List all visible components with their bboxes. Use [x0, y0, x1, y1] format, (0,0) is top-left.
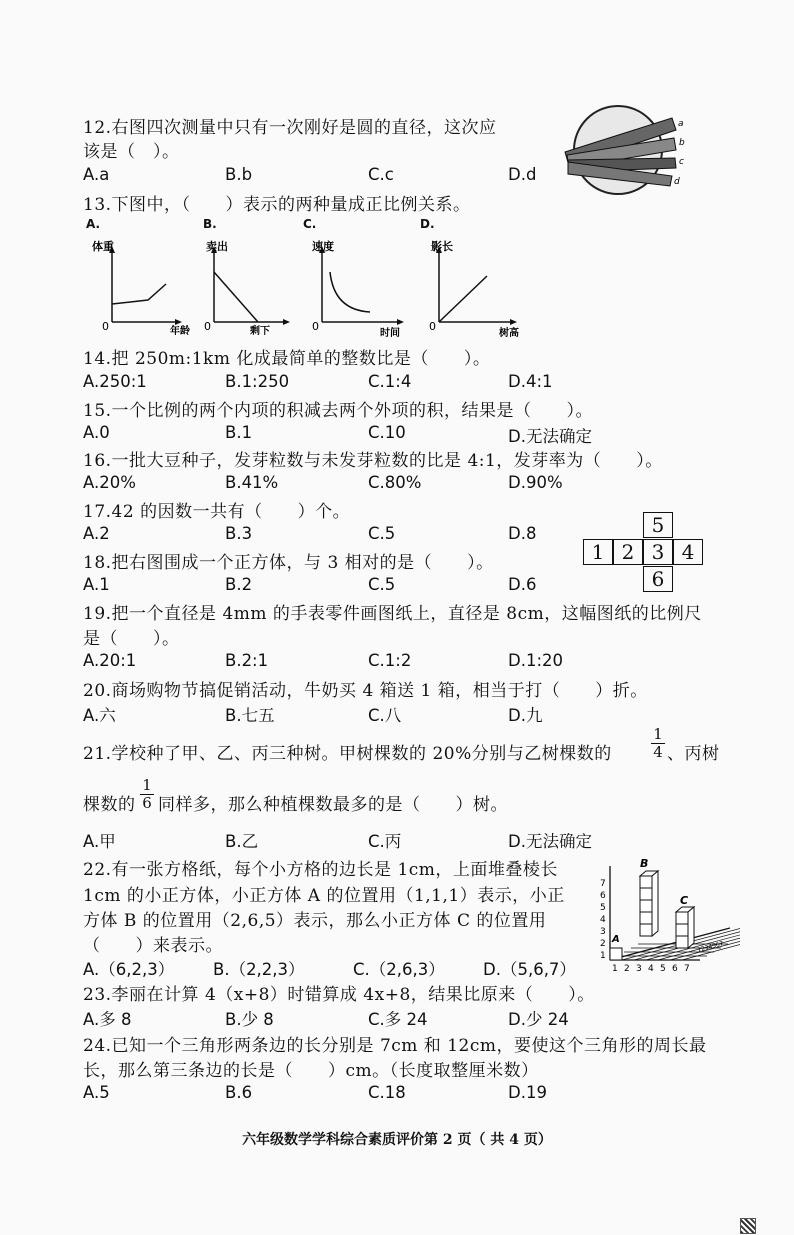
q16-option-b: B.41%: [225, 473, 279, 492]
q22-stem-line4: （ ）来表示。: [83, 936, 223, 956]
q14-option-d: D.4:1: [508, 372, 553, 391]
q12-stem-line2: 该是（ ）。: [83, 142, 180, 162]
q12-fig-label-c: c: [679, 157, 684, 167]
q12-fig-label-d: d: [674, 177, 680, 187]
q22-ytick-6: 6: [600, 891, 606, 901]
q21-frac2-den: 6: [140, 794, 154, 812]
q15-option-a: A.0: [83, 423, 110, 442]
scanner-watermark-icon: [740, 1218, 756, 1234]
q14-option-c: C.1:4: [368, 372, 412, 391]
q12-fig-label-b: b: [679, 138, 685, 148]
q13-graph-b-xlabel: 剩下: [250, 326, 270, 337]
q22-xtick-1: 1: [612, 964, 618, 974]
q19-option-c: C.1:2: [368, 651, 412, 670]
q19-option-d: D.1:20: [508, 651, 564, 670]
q23-stem: 23.李丽在计算 4（x+8）时错算成 4x+8，结果比原来（ ）。: [83, 985, 595, 1005]
q16-option-d: D.90%: [508, 473, 563, 492]
q23-option-b: B.少 8: [225, 1010, 274, 1029]
q22-cube-stack-figure: [590, 852, 740, 977]
q13-graph-a-xlabel: 年龄: [170, 326, 190, 337]
q22-label-b: B: [640, 857, 649, 870]
q21-frac2-num: 1: [142, 776, 152, 794]
q20-option-b: B.七五: [225, 706, 275, 725]
q24-stem-line1: 24.已知一个三角形两条边的长分别是 7cm 和 12cm，要使这个三角形的周长最: [83, 1036, 707, 1056]
q21-option-d: D.无法确定: [508, 832, 592, 851]
q22-stem-line2: 1cm 的小正方体，小正方体 A 的位置用（1,1,1）表示，小正: [83, 886, 565, 906]
q13-graph-b-ylabel: 卖出: [206, 240, 228, 253]
q13-graph-b-letter: B.: [203, 217, 217, 231]
q24-stem-line2: 长，那么第三条边的长是（ ）cm。（长度取整厘米数）: [83, 1061, 539, 1081]
q21-option-a: A.甲: [83, 832, 116, 851]
q24-option-a: A.5: [83, 1083, 110, 1102]
q13-stem: 13.下图中，（ ）表示的两种量成正比例关系。: [83, 195, 471, 215]
q16-stem: 16.一批大豆种子，发芽粒数与未发芽粒数的比是 4:1，发芽率为（ ）。: [83, 451, 663, 471]
q17-option-b: B.3: [225, 524, 253, 543]
q13-graph-d-ylabel: 影长: [431, 240, 453, 253]
q21-option-c: C.丙: [368, 832, 402, 851]
q13-graph-d-letter: D.: [420, 217, 435, 231]
q21-stem-line2-head: 棵数的: [83, 795, 136, 815]
q21-fraction-1-6: [140, 777, 154, 812]
q14-option-a: A.250:1: [83, 372, 147, 391]
q22-ztick-labels: 1234567: [696, 940, 725, 954]
q17-option-c: C.5: [368, 524, 396, 543]
q21-stem-line1: 21.学校种了甲、乙、丙三种树。甲树棵数的 20%分别与乙树棵数的: [83, 744, 612, 764]
q13-graph-a-origin: 0: [102, 320, 109, 333]
q12-option-a: A.a: [83, 165, 110, 184]
q18-option-a: A.1: [83, 575, 110, 594]
q17-stem: 17.42 的因数一共有（ ）个。: [83, 502, 351, 522]
q22-option-c: C.（2,6,3）: [353, 960, 445, 979]
q22-ytick-2: 2: [600, 939, 606, 949]
q19-option-b: B.2:1: [225, 651, 269, 670]
q14-option-b: B.1:250: [225, 372, 290, 391]
net-cell-4: 4: [673, 539, 703, 565]
q12-stem-line1: 12.右图四次测量中只有一次刚好是圆的直径，这次应: [83, 118, 497, 138]
q13-graph-c-origin: 0: [312, 320, 319, 333]
q19-stem-line1: 19.把一个直径是 4mm 的手表零件画图纸上，直径是 8cm，这幅图纸的比例尺: [83, 604, 702, 624]
q24-option-d: D.19: [508, 1083, 547, 1102]
q13-graph-c-ylabel: 速度: [312, 240, 334, 253]
q15-option-b: B.1: [225, 423, 253, 442]
q17-option-a: A.2: [83, 524, 110, 543]
q19-option-a: A.20:1: [83, 651, 137, 670]
q13-graph-a-ylabel: 体重: [92, 240, 114, 253]
q20-option-a: A.六: [83, 706, 116, 725]
q13-graph-c: [308, 238, 428, 338]
q22-ytick-4: 4: [600, 915, 606, 925]
q13-graph-a: [90, 238, 210, 338]
q16-option-a: A.20%: [83, 473, 136, 492]
net-cell-3: 3: [643, 539, 673, 565]
q13-graph-d-origin: 0: [429, 320, 436, 333]
q12-option-c: C.c: [368, 165, 394, 184]
q22-xtick-2: 2: [624, 964, 630, 974]
q22-xtick-4: 4: [648, 964, 654, 974]
q18-cube-net: [580, 512, 700, 592]
q22-xtick-3: 3: [636, 964, 642, 974]
q13-graph-b-origin: 0: [204, 320, 211, 333]
q21-frac1-den: 4: [651, 743, 665, 761]
q15-stem: 15.一个比例的两个内项的积减去两个外项的积，结果是（ ）。: [83, 401, 594, 421]
q22-ytick-5: 5: [600, 903, 606, 913]
q22-stem-line3: 方体 B 的位置用（2,6,5）表示，那么小正方体 C 的位置用: [83, 911, 547, 931]
q24-option-c: C.18: [368, 1083, 406, 1102]
q20-option-c: C.八: [368, 706, 402, 725]
q22-option-b: B.（2,2,3）: [213, 960, 305, 979]
q22-label-a: A: [612, 934, 620, 945]
q12-option-b: B.b: [225, 165, 253, 184]
page-footer: 六年级数学学科综合素质评价第 2 页（ 共 4 页）: [242, 1132, 552, 1148]
q22-xtick-6: 6: [672, 964, 678, 974]
q20-option-d: D.九: [508, 706, 543, 725]
q19-stem-line2: 是（ ）。: [83, 629, 180, 649]
q14-stem: 14.把 250m:1km 化成最简单的整数比是（ ）。: [83, 349, 491, 369]
q20-stem: 20.商场购物节搞促销活动，牛奶买 4 箱送 1 箱，相当于打（ ）折。: [83, 681, 648, 701]
q18-option-b: B.2: [225, 575, 253, 594]
q22-ytick-1: 1: [600, 951, 606, 961]
net-cell-1: 1: [583, 539, 613, 565]
net-cell-6: 6: [643, 566, 673, 592]
q21-stem-line2-tail: 同样多，那么种植棵数最多的是（ ）树。: [158, 795, 508, 815]
q12-option-d: D.d: [508, 165, 537, 184]
q13-graph-b: [200, 238, 320, 338]
q15-option-c: C.10: [368, 423, 406, 442]
net-cell-2: 2: [613, 539, 643, 565]
q21-option-b: B.乙: [225, 832, 259, 851]
q13-graph-c-letter: C.: [303, 217, 317, 231]
q22-label-c: C: [680, 894, 689, 907]
q12-fig-label-a: a: [678, 119, 684, 129]
q22-option-a: A.（6,2,3）: [83, 960, 175, 979]
q13-graph-c-xlabel: 时间: [380, 328, 400, 338]
q18-option-c: C.5: [368, 575, 396, 594]
q12-circle-ruler-figure: [560, 100, 690, 200]
q24-option-b: B.6: [225, 1083, 253, 1102]
q23-option-c: C.多 24: [368, 1010, 428, 1029]
q21-frac1-num: 1: [653, 725, 663, 743]
q15-option-d: D.无法确定: [508, 427, 592, 446]
q22-ytick-7: 7: [600, 879, 606, 889]
q22-xtick-7: 7: [684, 964, 690, 974]
q23-option-d: D.少 24: [508, 1010, 569, 1029]
q21-stem-line1-tail: 、丙树: [667, 744, 720, 764]
q22-stem-line1: 22.有一张方格纸，每个小方格的边长是 1cm，上面堆叠棱长: [83, 860, 558, 880]
q13-graph-d-xlabel: 树高: [499, 328, 519, 338]
q18-stem: 18.把右图围成一个正方体，与 3 相对的是（ ）。: [83, 553, 494, 573]
net-cell-5: 5: [643, 512, 673, 538]
q17-option-d: D.8: [508, 524, 537, 543]
q13-graph-d: [425, 238, 545, 338]
q18-option-d: D.6: [508, 575, 537, 594]
q22-ytick-3: 3: [600, 927, 606, 937]
q23-option-a: A.多 8: [83, 1010, 132, 1029]
q22-xtick-5: 5: [660, 964, 666, 974]
q13-graph-a-letter: A.: [86, 217, 101, 231]
q16-option-c: C.80%: [368, 473, 422, 492]
q21-fraction-1-4: [651, 726, 665, 761]
q22-option-d: D.（5,6,7）: [483, 960, 576, 979]
